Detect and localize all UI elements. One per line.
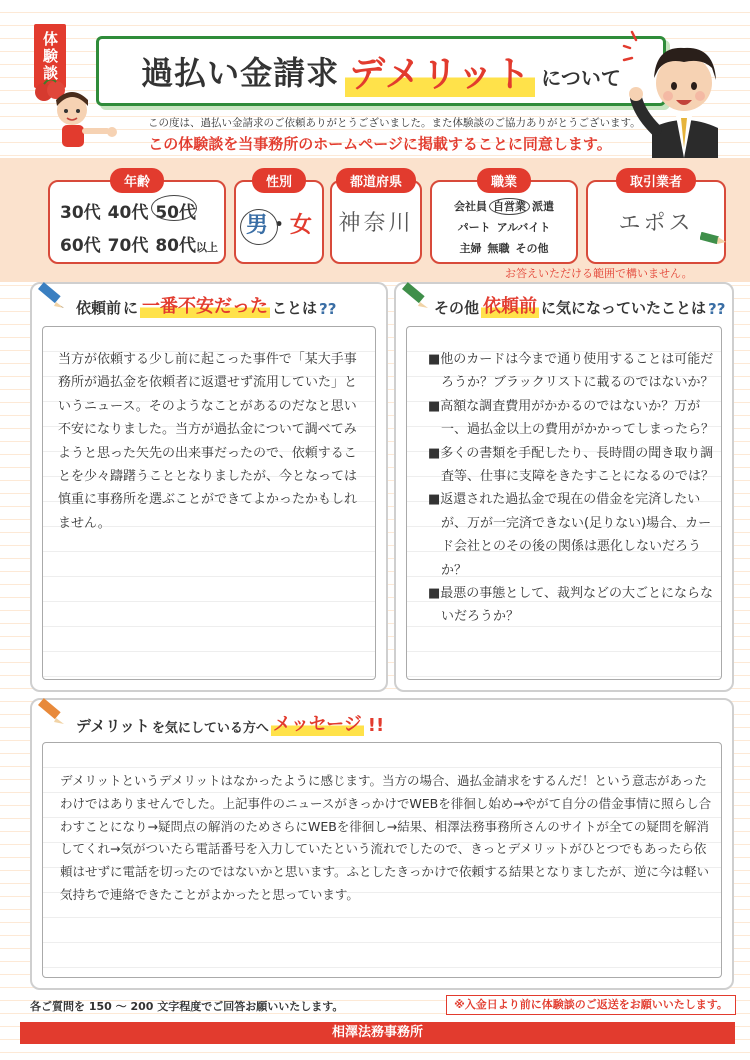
- age-label: 年齢: [110, 168, 164, 193]
- occupation-label: 職業: [477, 168, 531, 193]
- title-part-2: について: [541, 65, 621, 90]
- title-part-1: 過払い金請求: [141, 54, 340, 92]
- q2-head-post: に気になっていたことは: [541, 299, 707, 317]
- q2-head-pre: その他: [434, 299, 480, 317]
- lender-value[interactable]: エポス: [618, 211, 694, 236]
- pencil-icon: [700, 232, 726, 246]
- concern-item: ■他のカードは今まで通り使用することは可能だろうか？ブラックリストに載るのではないか？: [428, 352, 714, 391]
- job-option[interactable]: 会社員: [454, 200, 487, 213]
- q2-head-accent: 依頼前: [481, 292, 539, 318]
- gender-female[interactable]: 女: [290, 213, 313, 238]
- answer-2-list: [428, 348, 714, 629]
- age-card: [48, 175, 226, 264]
- age-options: [60, 198, 218, 256]
- gender-card: [234, 175, 324, 264]
- question-mark-icon: ??: [319, 300, 337, 318]
- gender-separator: ・: [267, 213, 290, 238]
- age-option-60[interactable]: 60代: [60, 236, 101, 256]
- office-footer: 相澤法務事務所: [20, 1022, 735, 1044]
- question-1-heading: [76, 292, 336, 318]
- question-2-heading: [434, 292, 725, 318]
- pencil-icon: [34, 278, 68, 312]
- answer-1-text: 当方が依頼する少し前に起こった事件で「某大手事務所が過払金を依頼者に返還せず流用していた」というニュース。そのようなことがあるのだなと思い不安になりました。当方が過払金について調べてみようと思った矢先の出来事だったので、依頼することを少々躊躇うこととなりましたが、今となっては慎重に事務所を選ぶことができてよかったかもしれません。: [58, 352, 358, 531]
- age-option-80-suffix: 以上: [196, 241, 218, 254]
- q1-head-post: ことは: [272, 299, 318, 317]
- occupation-card: [430, 175, 578, 264]
- businessman-illustration: [622, 28, 740, 173]
- lender-label: 取引業者: [616, 168, 696, 193]
- job-option[interactable]: パート: [457, 221, 491, 234]
- q3-head-accent: メッセージ: [271, 710, 364, 736]
- job-option[interactable]: その他: [515, 242, 549, 255]
- q1-head-mid: に: [123, 299, 139, 317]
- concern-item: ■多くの書類を手配したり、長時間の聞き取り調査等、仕事に支障をきたすことになるのでは？: [428, 445, 715, 485]
- answer-3-text: デメリットというデメリットはなかったように感じます。当方の場合、過払金請求をするんだ！という意志があったわけではありませんでした。上記事件のニュースがきっかけでWEBを徘徊し始め→やがて自分の借金事情に照らし合わすことになり→疑問点の解消のためさらにWEBを徘徊し→結果、相澤法務事務所さんのサイトが全ての疑問を解消してくれ→気がついたら電話番号を入力していたという流れでしたので、きっとデメリットがひとつでもあったら依頼はせずに電話を切ったのではないかと思います。ふとしたきっかけで依頼する結果となりましたが、逆に今は軽い気持ちで連絡できたことがよかったと思っています。: [60, 773, 712, 902]
- q3-head-mid: を気にしている方へ: [151, 721, 269, 736]
- job-option[interactable]: アルバイト: [496, 221, 551, 234]
- consent-text: この体験談を当事務所のホームページに掲載することに同意します。: [148, 135, 612, 153]
- gender-options: [236, 208, 322, 239]
- prefecture-label: 都道府県: [336, 168, 416, 193]
- concern-item: ■返還された過払金で現在の借金を完済したいが、万が一完済できない(足りない)場合、カード会社とのその後の関係は悪化しないだろうか？: [428, 492, 712, 578]
- length-note: 各ご質問を 150 ～ 200 文字程度でご回答お願いいたします。: [30, 1000, 344, 1013]
- age-option-40[interactable]: 40代: [107, 203, 149, 223]
- age-option-30[interactable]: 30代: [60, 203, 101, 223]
- question-mark-icon: ??: [708, 300, 726, 318]
- age-option-80[interactable]: [155, 231, 218, 256]
- job-option[interactable]: 無職: [487, 242, 510, 255]
- pencil-icon: [34, 694, 68, 728]
- title-accent: デメリット: [345, 46, 535, 97]
- return-note: ※入金日より前に体験談のご返送をお願いいたします。: [446, 995, 736, 1015]
- age-option-70[interactable]: 70代: [107, 236, 149, 256]
- range-note: お答えいただける範囲で構いません。: [505, 267, 693, 280]
- lender-card: [586, 175, 726, 264]
- gender-label: 性別: [252, 168, 306, 193]
- prefecture-card: [330, 175, 422, 264]
- gender-male[interactable]: 男: [245, 213, 268, 238]
- age-option-80-label: 80代: [155, 236, 196, 256]
- q1-head-accent: 一番不安だった: [140, 292, 270, 318]
- occupation-options: [438, 196, 570, 259]
- experience-badge: 体験談: [34, 24, 66, 88]
- job-option-selected[interactable]: 自営業: [493, 200, 526, 213]
- pencil-icon: [398, 278, 432, 312]
- q3-head-pre: デメリット: [76, 717, 150, 735]
- concern-item: ■高額な調査費用がかかるのではないか？万が一、過払金以上の費用がかかってしまったら？: [428, 398, 715, 438]
- job-option[interactable]: 主婦: [459, 242, 482, 255]
- concern-item: ■最悪の事態として、裁判などの大ごとにならないだろうか？: [428, 586, 714, 625]
- title-banner: [96, 36, 666, 106]
- question-3-heading: [76, 710, 386, 736]
- q3-head-post: !!: [367, 715, 385, 736]
- prefecture-value[interactable]: 神奈川: [338, 211, 414, 236]
- job-option[interactable]: 派遣: [532, 200, 554, 213]
- thanks-text: この度は、過払い金請求のご依頼ありがとうございました。また体験談のご協力ありがとうございます。: [148, 117, 641, 129]
- q1-head-pre: 依頼前: [76, 299, 122, 317]
- age-option-50[interactable]: 50代: [155, 198, 218, 223]
